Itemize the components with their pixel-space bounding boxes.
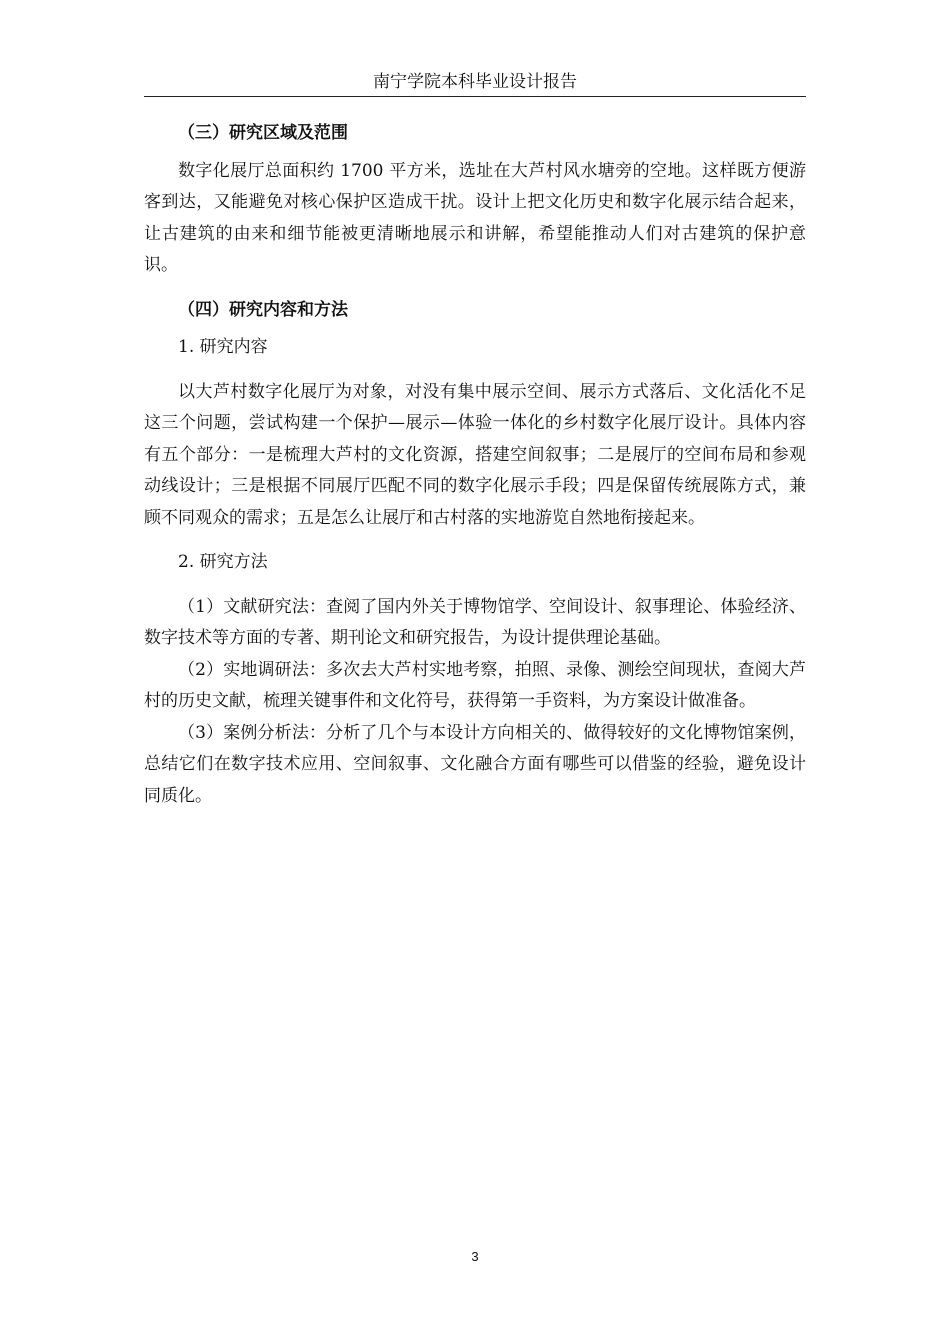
page-header: 南宁学院本科毕业设计报告 xyxy=(373,72,577,92)
page-number: 3 xyxy=(471,1249,479,1264)
content-paragraph: 以大芦村数字化展厅为对象，对没有集中展示空间、展示方式落后、文化活化不足这三个问题，尝试构建一个保护—展示—体验一体化的乡村数字化展厅设计。具体内容有五个部分：一是梳理大芦村的文化资源，搭建空间叙事；二是展厅的空间布局和参观动线设计；三是根据不同展厅匹配不同的数字化展示手段；四是保留传统展陈方式，兼顾不同观众的需求；五是怎么让展厅和古村落的实地游览自然地衔接起来。 xyxy=(144,381,806,528)
section-3-paragraph: 数字化展厅总面积约 1700 平方米，选址在大芦村风水塘旁的空地。这样既方便游客到达，又能避免对核心保护区造成干扰。设计上把文化历史和数字化展示结合起来，让古建筑的由来和细节能被更清晰地展示和讲解，希望能推动人们对古建筑的保护意识。 xyxy=(144,160,806,275)
section-3-heading: （三）研究区域及范围 xyxy=(178,123,348,143)
page-body xyxy=(144,118,806,812)
content-subheading: 1. 研究内容 xyxy=(178,337,268,357)
method-case-study: （3）案例分析法：分析了几个与本设计方向相关的、做得较好的文化博物馆案例，总结它们在数字技术应用、空间叙事、文化融合方面有哪些可以借鉴的经验，避免设计同质化。 xyxy=(144,722,806,806)
section-4-heading: （四）研究内容和方法 xyxy=(178,299,348,320)
methods-subheading: 2. 研究方法 xyxy=(178,552,268,572)
header-rule xyxy=(144,96,806,97)
method-literature: （1）文献研究法：查阅了国内外关于博物馆学、空间设计、叙事理论、体验经济、数字技术等方面的专著、期刊论文和研究报告，为设计提供理论基础。 xyxy=(144,596,806,648)
method-fieldwork: （2）实地调研法：多次去大芦村实地考察，拍照、录像、测绘空间现状，查阅大芦村的历史文献，梳理关键事件和文化符号，获得第一手资料，为方案设计做准备。 xyxy=(144,659,806,711)
